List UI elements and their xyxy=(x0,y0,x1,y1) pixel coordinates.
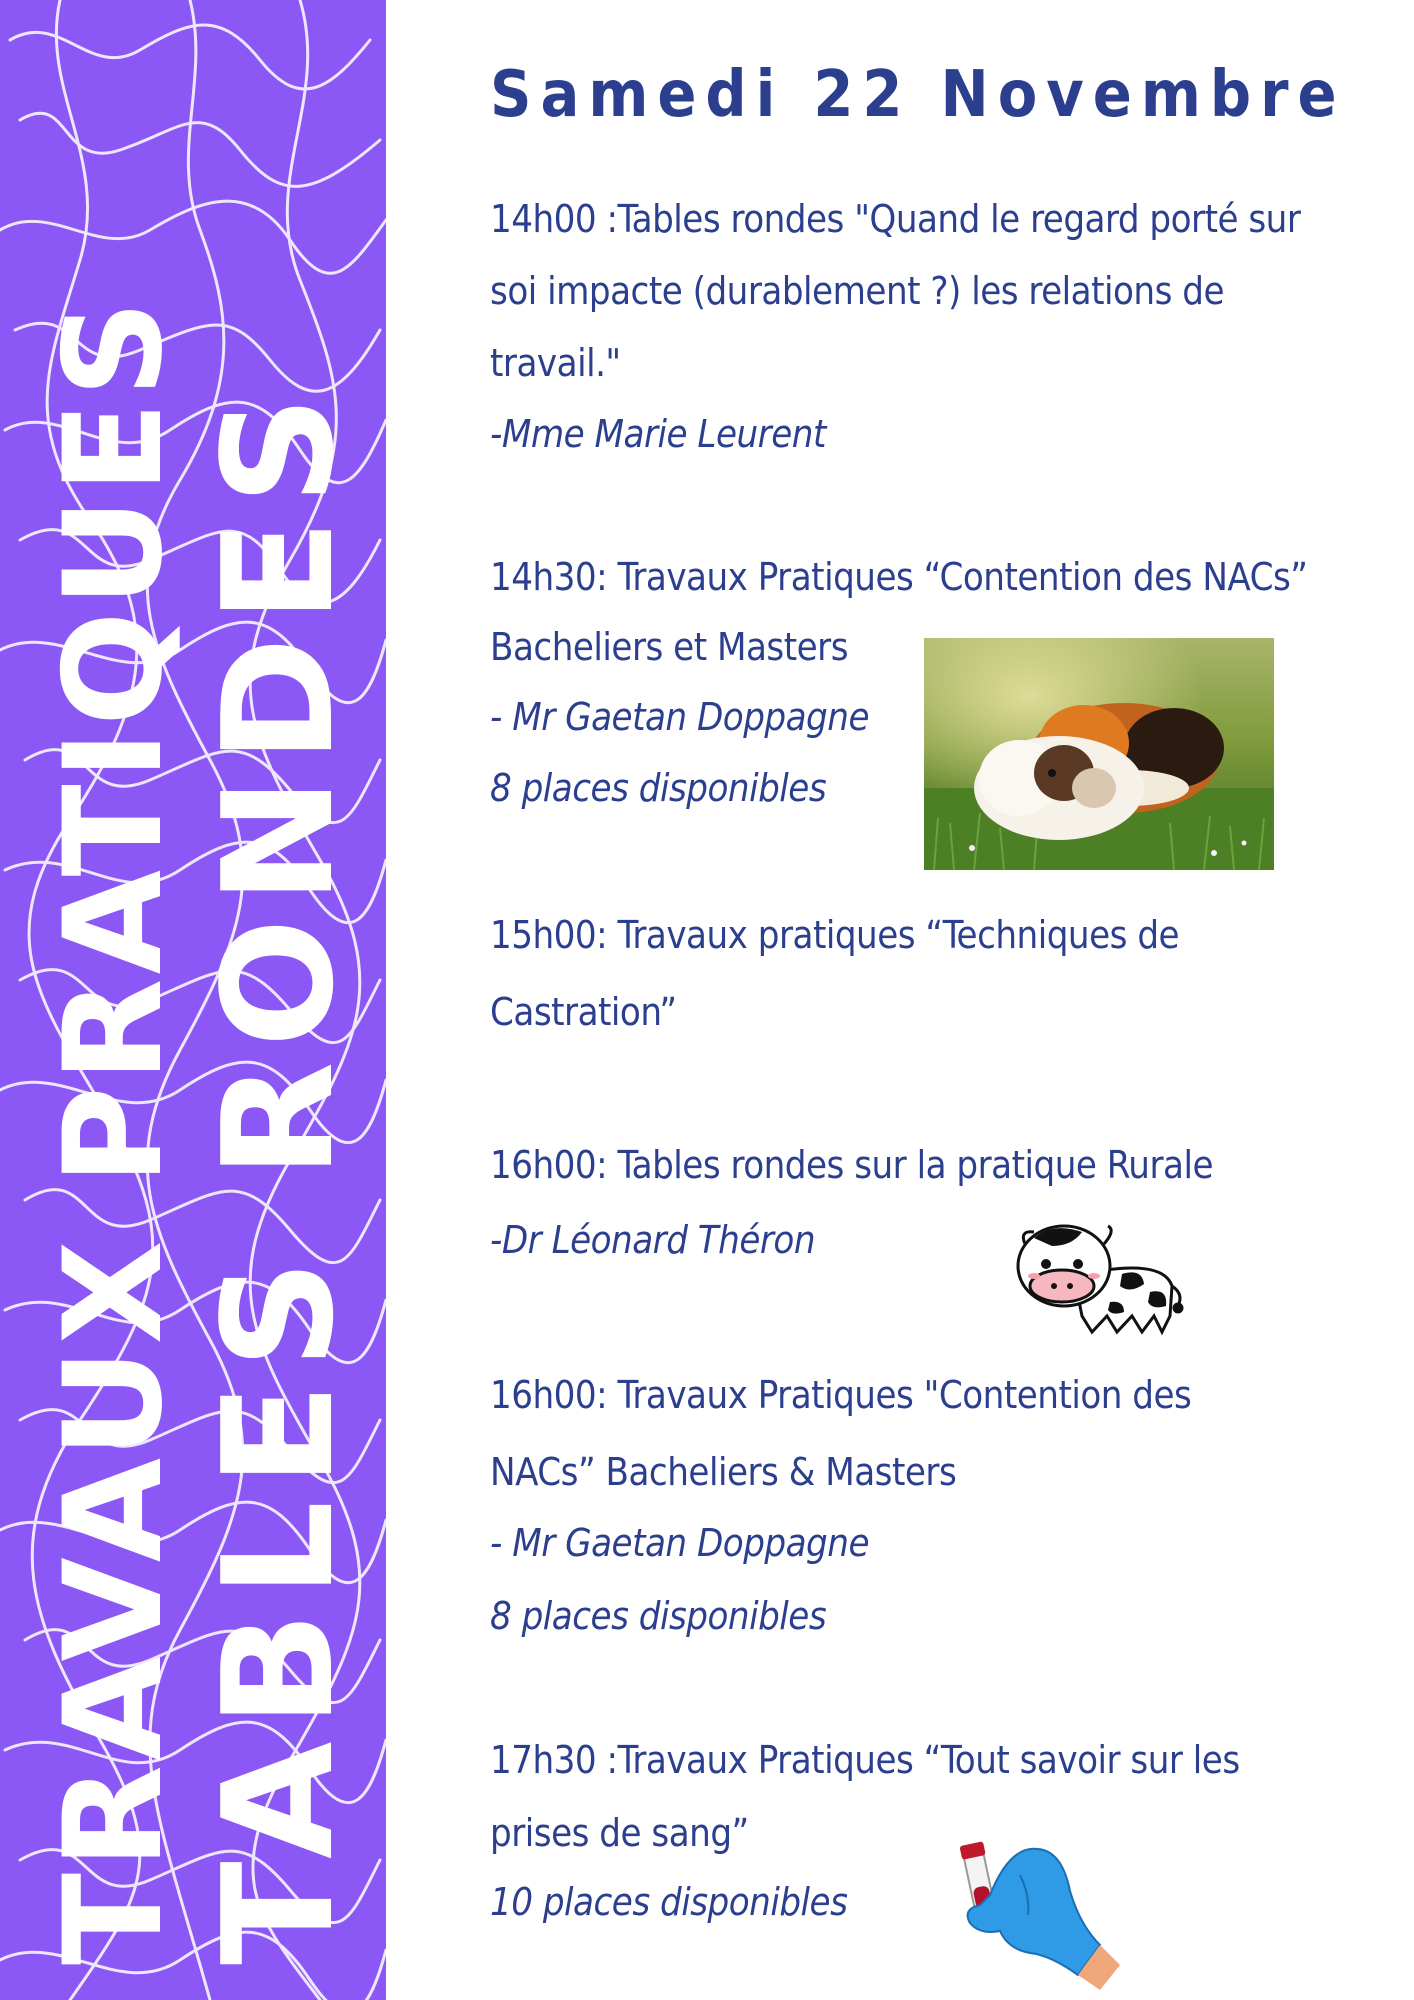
event-6-places: 10 places disponibles xyxy=(490,1880,848,1924)
sidebar-banner xyxy=(0,0,386,2000)
event-5-line-1: 16h00: Travaux Pratiques "Contention des xyxy=(490,1373,1192,1417)
event-1-line-1: 14h00 :Tables rondes "Quand le regard porté sur xyxy=(490,197,1301,241)
event-2-line-2: Bacheliers et Masters xyxy=(490,625,849,669)
event-3-line-2: Castration” xyxy=(490,990,677,1034)
guinea-pigs-photo xyxy=(924,638,1274,870)
event-2-speaker: - Mr Gaetan Doppagne xyxy=(490,695,869,739)
event-6-line-2: prises de sang” xyxy=(490,1811,749,1855)
event-2-line-1: 14h30: Travaux Pratiques “Contention des NACs” xyxy=(490,555,1308,599)
event-2-places: 8 places disponibles xyxy=(490,766,827,810)
event-4-line-1: 16h00: Tables rondes sur la pratique Rurale xyxy=(490,1143,1214,1187)
event-6-line-1: 17h30 :Travaux Pratiques “Tout savoir sur les xyxy=(490,1738,1240,1782)
event-5-line-2: NACs” Bacheliers & Masters xyxy=(490,1450,957,1494)
event-3-line-1: 15h00: Travaux pratiques “Techniques de xyxy=(490,913,1180,957)
event-1-line-3: travail." xyxy=(490,341,621,385)
sidebar-title-travaux-pratiques: TRAVAUX PRATIQUES xyxy=(35,296,192,1965)
event-1-speaker: -Mme Marie Leurent xyxy=(490,412,826,456)
page-title-date: Samedi 22 Novembre xyxy=(490,58,1346,132)
event-4-speaker: -Dr Léonard Théron xyxy=(490,1218,816,1262)
event-5-speaker: - Mr Gaetan Doppagne xyxy=(490,1521,869,1565)
cow-illustration xyxy=(1012,1216,1186,1342)
event-5-places: 8 places disponibles xyxy=(490,1594,827,1638)
sidebar-title-tables-rondes: TABLES RONDES xyxy=(190,381,367,1965)
event-1-line-2: soi impacte (durablement ?) les relations de xyxy=(490,269,1225,313)
gloved-hand-blood-tube-illustration xyxy=(950,1835,1120,1990)
